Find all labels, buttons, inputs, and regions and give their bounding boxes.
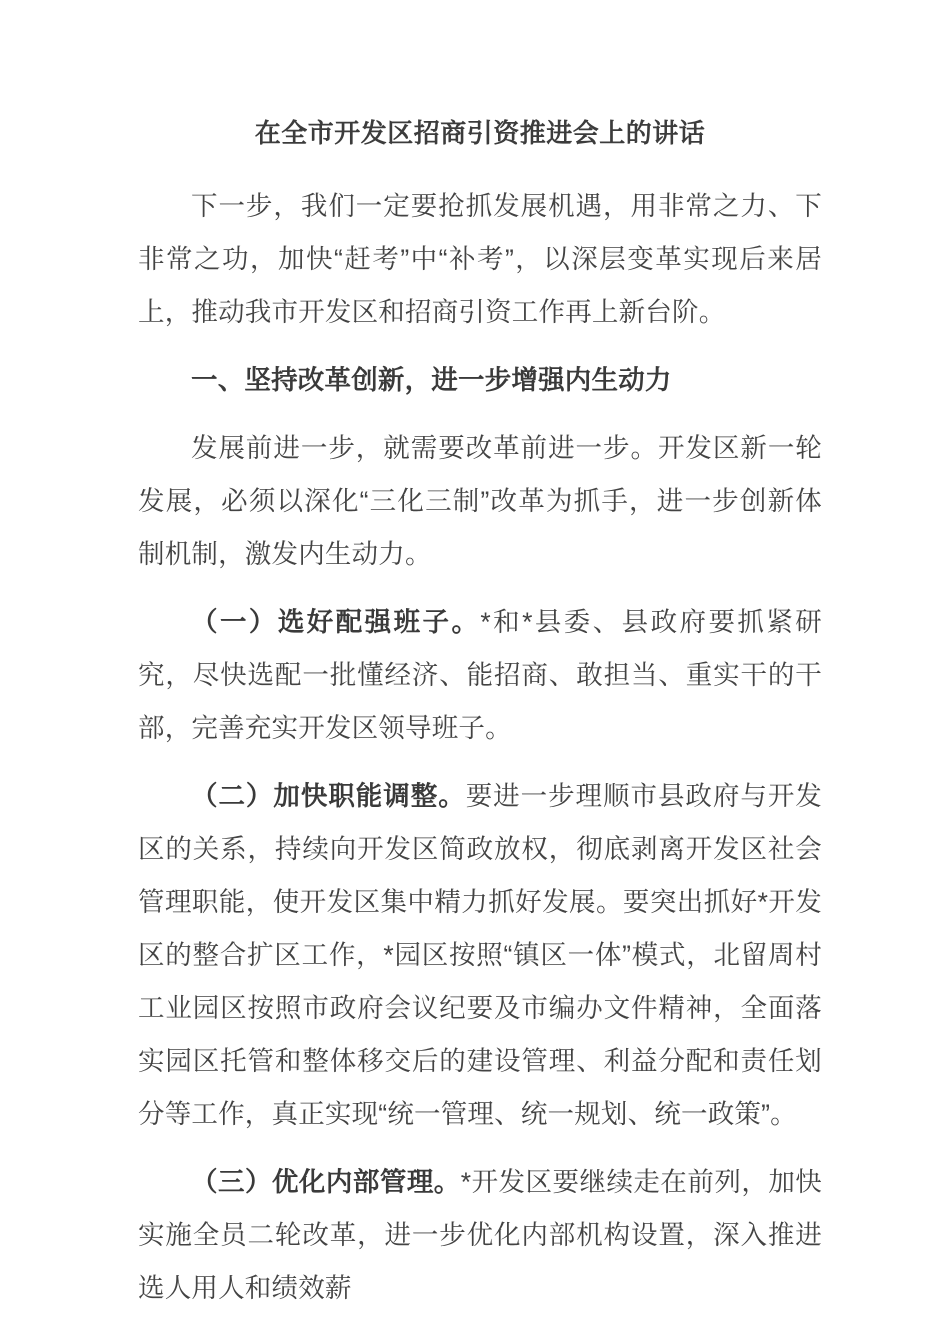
paragraph-intro: 下一步，我们一定要抢抓发展机遇，用非常之力、下非常之功，加快“赶考”中“补考”，以深层变革实现后来居上，推动我市开发区和招商引资工作再上新台阶。 [138, 191, 822, 327]
section-heading-1: 一、坚持改革创新，进一步增强内生动力 [191, 365, 672, 395]
paragraph-subsection-2 [138, 770, 822, 1141]
subsection-1-lead: （一）选好配强班子。 [191, 607, 481, 637]
document-title: 在全市开发区招商引资推进会上的讲话 [254, 118, 706, 148]
subsection-2-lead: （二）加快职能调整。 [191, 781, 466, 811]
paragraph-reform-intro: 发展前进一步，就需要改革前进一步。开发区新一轮发展，必须以深化“三化三制”改革为抓手，进一步创新体制机制，激发内生动力。 [138, 433, 822, 569]
document-body [138, 112, 822, 1315]
paragraph-subsection-1 [138, 596, 822, 755]
subsection-2-body: 要进一步理顺市县政府与开发区的关系，持续向开发区简政放权，彻底剥离开发区社会管理职能，使开发区集中精力抓好发展。要突出抓好*开发区的整合扩区工作，*园区按照“镇区一体”模式，北留周村工业园区按照市政府会议纪要及市编办文件精神，全面落实园区托管和整体移交后的建设管理、利益分配和责任划分等工作，真正实现“统一管理、统一规划、统一政策”。 [138, 781, 823, 1129]
subsection-3-lead: （三）优化内部管理。 [191, 1167, 461, 1197]
paragraph-subsection-3 [138, 1156, 822, 1315]
subsection-3-body: *开发区要继续走在前列，加快实施全员二轮改革，进一步优化内部机构设置，深入推进选人用人和绩效薪 [138, 1167, 822, 1303]
subsection-1-body: *和*县委、县政府要抓紧研究，尽快选配一批懂经济、能招商、敢担当、重实干的干部，完善充实开发区领导班子。 [138, 607, 823, 743]
